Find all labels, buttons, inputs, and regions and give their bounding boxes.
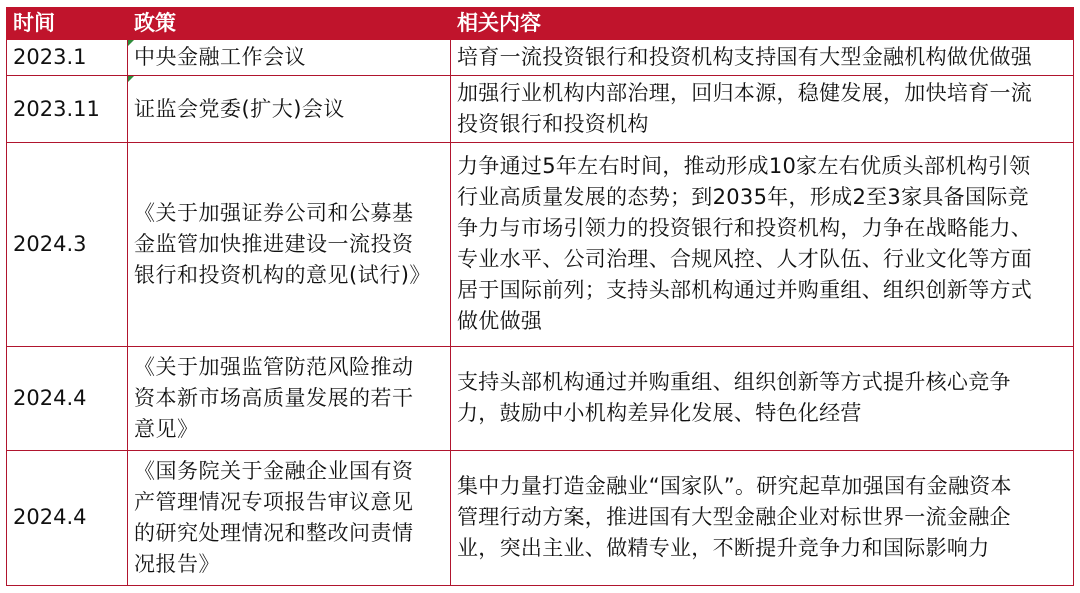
content-line: 行业高质量发展的态势；到2035年，形成2至3家具备国际竞 (457, 185, 1029, 210)
time-cell: 2023.11 (7, 76, 128, 143)
time-cell: 2024.4 (7, 346, 128, 450)
table-row (7, 346, 1074, 450)
policy-line: 《关于加强监管防范风险推动 (134, 354, 414, 379)
policy-line: 《关于加强证券公司和公募基 (134, 200, 414, 225)
policy-line: 《国务院关于金融企业国有资 (134, 458, 414, 483)
time-cell: 2024.3 (7, 142, 128, 346)
policy-line: 资本新市场高质量发展的若干 (134, 385, 414, 410)
policy-cell: 中央金融工作会议 (128, 40, 451, 76)
content-cell (451, 40, 1074, 76)
content-cell (451, 346, 1074, 450)
table-row (7, 76, 1074, 143)
policy-line: 况报告》 (134, 551, 220, 576)
time-cell: 2023.1 (7, 40, 128, 76)
policy-line: 产管理情况专项报告审议意见 (134, 489, 414, 514)
content-line: 专业水平、公司治理、合规风控、人才队伍、行业文化等方面 (457, 247, 1033, 272)
policy-table (6, 7, 1074, 586)
content-line: 集中力量打造金融业“国家队”。研究起草加强国有金融资本 (457, 474, 1012, 499)
content-cell (451, 450, 1074, 585)
header-row (7, 8, 1074, 40)
content-line: 加强行业机构内部治理，回归本源，稳健发展，加快培育一流 (457, 81, 1033, 106)
content-line: 争力与市场引领力的投资银行和投资机构，力争在战略能力、 (457, 216, 1033, 241)
policy-line: 银行和投资机构的意见(试行)》 (134, 262, 431, 287)
content-line: 管理行动方案，推进国有大型金融企业对标世界一流金融企 (457, 505, 1011, 530)
policy-cell (128, 346, 451, 450)
content-line: 投资银行和投资机构 (457, 112, 649, 137)
content-line: 培育一流投资银行和投资机构支持国有大型金融机构做优做强 (457, 45, 1033, 70)
table-row (7, 142, 1074, 346)
content-line: 做优做强 (457, 309, 543, 334)
content-cell (451, 142, 1074, 346)
table-body (7, 40, 1074, 586)
header-policy: 政策 (128, 8, 451, 40)
content-line: 支持头部机构通过并购重组、组织创新等方式提升核心竞争 (457, 370, 1011, 395)
time-cell: 2024.4 (7, 450, 128, 585)
policy-cell: 证监会党委(扩大)会议 (128, 76, 451, 143)
content-line: 力争通过5年左右时间，推动形成10家左右优质头部机构引领 (457, 154, 1031, 179)
policy-line: 金监管加快推进建设一流投资 (134, 231, 414, 256)
content-line: 业，突出主业、做精专业，不断提升竞争力和国际影响力 (457, 536, 990, 561)
content-line: 力，鼓励中小机构差异化发展、特色化经营 (457, 401, 862, 426)
policy-cell (128, 142, 451, 346)
table-row (7, 40, 1074, 76)
table-header (7, 8, 1074, 40)
policy-line: 的研究处理情况和整改问责情 (134, 520, 414, 545)
policy-cell (128, 450, 451, 585)
header-content: 相关内容 (451, 8, 1074, 40)
content-cell (451, 76, 1074, 143)
header-time: 时间 (7, 8, 128, 40)
table-row (7, 450, 1074, 585)
content-line: 居于国际前列；支持头部机构通过并购重组、组织创新等方式 (457, 278, 1033, 303)
policy-line: 意见》 (134, 416, 199, 441)
